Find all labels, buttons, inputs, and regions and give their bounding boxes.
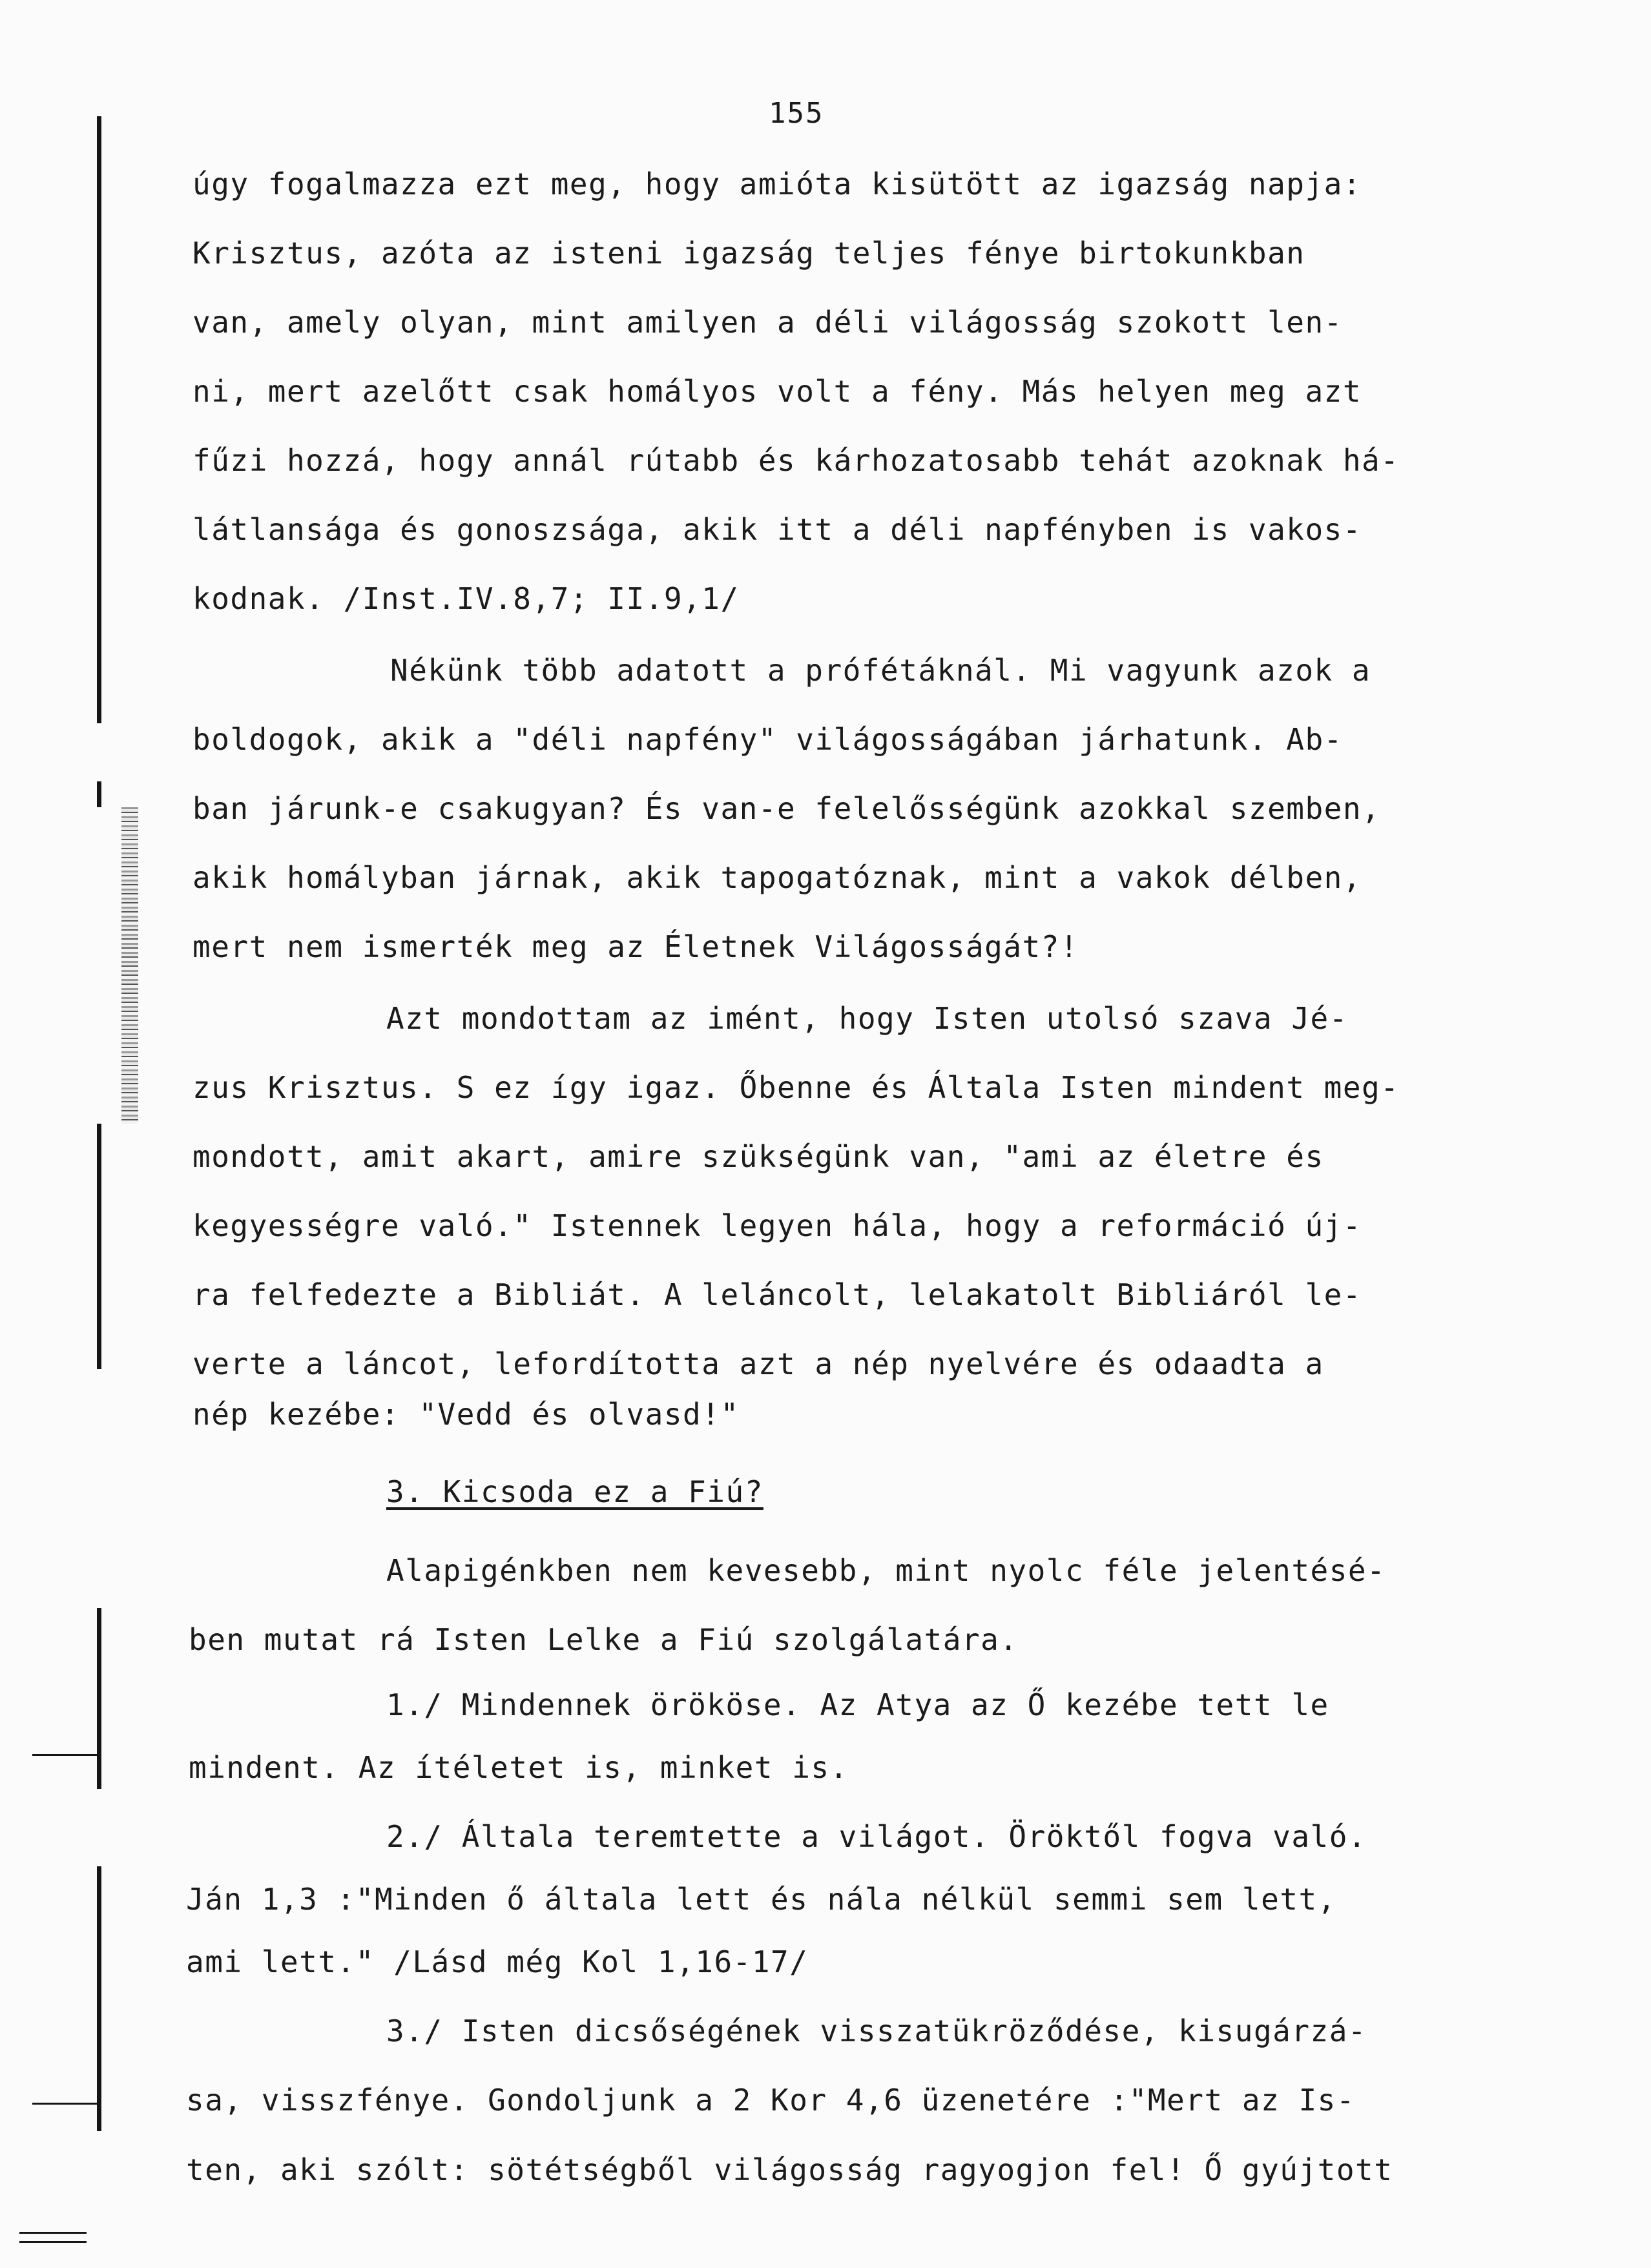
text-line: mert nem ismerték meg az Életnek Világosságát?! — [192, 929, 1079, 964]
text-line: Azt mondottam az imént, hogy Isten utolsó szava Jé- — [386, 1001, 1348, 1036]
page-number: 155 — [769, 97, 824, 130]
text-line: Nékünk több adatott a prófétáknál. Mi vagyunk azok a — [390, 653, 1371, 688]
text-line: zus Krisztus. S ez így igaz. Őbenne és Általa Isten mindent meg- — [192, 1070, 1400, 1105]
text-line: mondott, amit akart, amire szükségünk van, "ami az életre és — [192, 1139, 1324, 1174]
text-line: ami lett." /Lásd még Kol 1,16-17/ — [186, 1944, 809, 1979]
text-line: mindent. Az ítéletet is, minket is. — [189, 1750, 849, 1785]
margin-bar — [97, 1124, 101, 1369]
text-line: sa, visszfénye. Gondoljunk a 2 Kor 4,6 üzenetére :"Mert az Is- — [186, 2083, 1356, 2118]
text-line: ra felfedezte a Bibliát. A leláncolt, lelakatolt Bibliáról le- — [192, 1277, 1362, 1312]
margin-tick — [19, 2232, 87, 2234]
text-line: boldogok, akik a "déli napfény" világosságában járhatunk. Ab- — [192, 722, 1343, 757]
text-line: ten, aki szólt: sötétségből világosság ragyogjon fel! Ő gyújtott — [186, 2152, 1393, 2187]
margin-bar — [97, 116, 101, 723]
text-line: kodnak. /Inst.IV.8,7; II.9,1/ — [192, 581, 740, 616]
text-line: Ján 1,3 :"Minden ő általa lett és nála nélkül semmi sem lett, — [186, 1882, 1336, 1917]
text-line: ben mutat rá Isten Lelke a Fiú szolgálatára. — [189, 1622, 1019, 1657]
text-line: kegyességre való." Istennek legyen hála, hogy a reformáció új- — [192, 1208, 1362, 1243]
text-line: úgy fogalmazza ezt meg, hogy amióta kisütött az igazság napja: — [192, 167, 1362, 201]
text-line: verte a láncot, lefordította azt a nép nyelvére és odaadta a — [192, 1346, 1324, 1381]
text-line: 2./ Általa teremtette a világot. Öröktől fogva való. — [386, 1819, 1367, 1854]
margin-bar — [97, 1737, 101, 1789]
text-line: akik homályban járnak, akik tapogatóznak, mint a vakok délben, — [192, 860, 1362, 895]
text-line: van, amely olyan, mint amilyen a déli világosság szokott len- — [192, 305, 1343, 340]
text-line: 3./ Isten dicsőségének visszatükröződése, kisugárzá- — [386, 2014, 1367, 2048]
section-heading: 3. Kicsoda ez a Fiú? — [386, 1474, 763, 1509]
text-line: nép kezébe: "Vedd és olvasd!" — [192, 1397, 740, 1432]
scan-noise — [121, 807, 138, 1124]
margin-tick — [32, 2103, 99, 2105]
margin-tick — [32, 1754, 99, 1756]
text-line: ni, mert azelőtt csak homályos volt a fény. Más helyen meg azt — [192, 374, 1362, 409]
margin-bar — [97, 781, 101, 807]
text-line: fűzi hozzá, hogy annál rútabb és kárhozatosabb tehát azoknak há- — [192, 443, 1400, 478]
margin-tick — [19, 2241, 87, 2243]
text-line: ban járunk-e csakugyan? És van-e felelősségünk azokkal szemben, — [192, 791, 1381, 826]
margin-bar — [97, 2047, 101, 2131]
text-line: Krisztus, azóta az isteni igazság teljes fénye birtokunkban — [192, 236, 1305, 271]
text-line: látlansága és gonoszsága, akik itt a déli napfényben is vakos- — [192, 512, 1362, 547]
text-line: Alapigénkben nem kevesebb, mint nyolc féle jelentésé- — [386, 1553, 1386, 1588]
text-line: 1./ Mindennek örököse. Az Atya az Ő kezébe tett le — [386, 1687, 1329, 1722]
